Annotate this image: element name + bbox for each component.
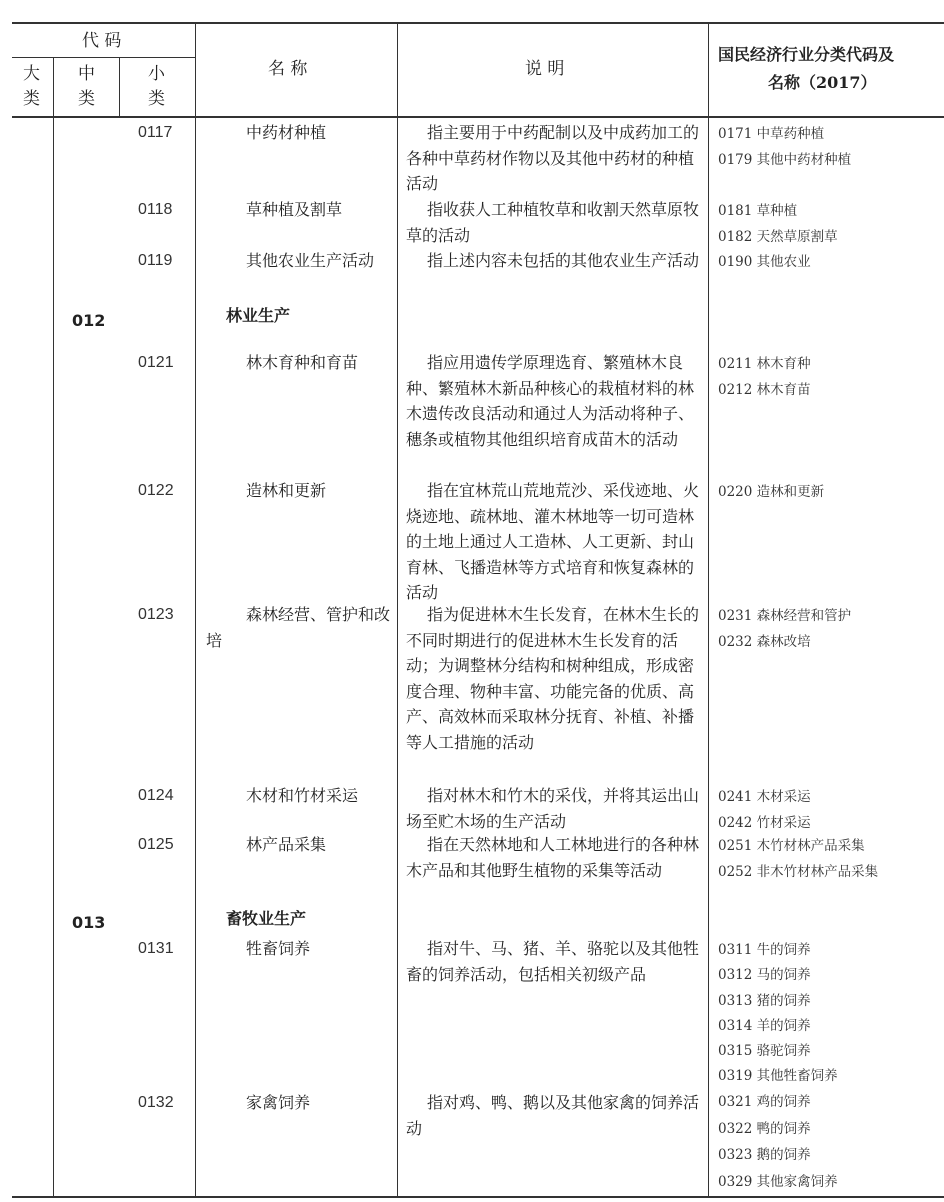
class-description: 指收获人工种植牧草和收割天然草原牧草的活动 <box>406 200 700 245</box>
header-minor: 小类 <box>148 64 165 109</box>
gb-mapping-item: 0311 牛的饲养 <box>718 942 811 958</box>
gb-mapping <box>718 785 938 837</box>
gb-mapping-item: 0251 木竹材林产品采集 <box>718 838 865 854</box>
gb-mapping-item: 0319 其他牲畜饲养 <box>718 1068 838 1085</box>
gb-mapping-item: 0314 羊的饲养 <box>718 1017 811 1034</box>
gb-mapping-item: 0190 其他农业 <box>718 254 811 270</box>
gb-mapping-item: 0329 其他家禽饲养 <box>718 1173 838 1190</box>
header-gb-title-line2: 名称（2017） <box>768 73 877 92</box>
class-name: 草种植及割草 <box>246 200 343 219</box>
gb-mapping-item: 0220 造林和更新 <box>718 484 825 500</box>
gb-mapping <box>718 480 938 506</box>
minor-code: 0122 <box>138 482 174 499</box>
gb-mapping-item: 0212 林木育苗 <box>718 382 811 398</box>
class-description: 指对鸡、鸭、鹅以及其他家禽的饲养活动 <box>406 1093 700 1138</box>
header-name: 名 称 <box>268 59 308 79</box>
header-bottom-rule <box>12 116 944 118</box>
minor-code: 0131 <box>138 940 174 957</box>
gb-mapping <box>718 122 938 174</box>
class-description: 指在宜林荒山荒地荒沙、采伐迹地、火烧迹地、疏林地、灌木林地等一切可造林的土地上通过人工造林、人工更新、封山育林、飞播造林等方式培育和恢复森林的活动 <box>406 481 700 602</box>
col-divider-desc <box>708 22 709 1197</box>
minor-code: 0118 <box>138 201 173 218</box>
gb-mapping-item: 0312 马的饲养 <box>718 967 811 984</box>
header-gb-title-line1: 国民经济行业分类代码及 <box>718 45 895 64</box>
gb-mapping <box>718 250 938 276</box>
class-name: 造林和更新 <box>246 481 327 500</box>
gb-mapping-item: 0181 草种植 <box>718 203 798 219</box>
gb-mapping-item: 0252 非木竹材林产品采集 <box>718 864 879 880</box>
gb-mapping <box>718 199 938 251</box>
class-name: 林产品采集 <box>246 835 327 854</box>
col-divider-name <box>397 22 398 1197</box>
class-description: 指应用遗传学原理选育、繁殖林木良种、繁殖林木新品种核心的栽植材料的林木遗传改良活动和通过人为活动将种子、穗条或植物其他组织培育成苗木的活动 <box>406 353 695 449</box>
class-name: 木材和竹材采运 <box>246 786 359 805</box>
class-name: 牲畜饲养 <box>246 939 311 958</box>
gb-mapping <box>718 938 938 1090</box>
class-description: 指主要用于中药配制以及中成药加工的各种中草药材作物以及其他中药材的种植活动 <box>406 123 700 193</box>
col-divider-minor <box>195 22 196 1197</box>
gb-mapping <box>718 1090 938 1196</box>
minor-code: 0125 <box>138 836 174 853</box>
header-middle: 中类 <box>78 64 95 109</box>
gb-mapping-item: 0182 天然草原割草 <box>718 229 838 245</box>
gb-mapping <box>718 834 938 886</box>
table-top-rule <box>12 22 944 24</box>
minor-code: 0121 <box>138 354 174 371</box>
gb-mapping-item: 0313 猪的饲养 <box>718 992 811 1009</box>
class-description: 指上述内容未包括的其他农业生产活动 <box>427 251 700 270</box>
header-inner-rule <box>12 57 196 58</box>
class-name: 中药材种植 <box>246 123 327 142</box>
gb-mapping <box>718 352 938 404</box>
gb-mapping-item: 0322 鸭的饲养 <box>718 1120 811 1137</box>
class-description: 指为促进林木生长发育，在林木生长的不同时期进行的促进林木生长发育的活动；为调整林分结构和树种组成，形成密度合理、物种丰富、功能完备的优质、高产、高效林而采取林分抚育、补植、补播等人工措施的活动 <box>406 605 700 752</box>
col-divider-middle <box>119 57 120 117</box>
header-code-group: 代 码 <box>82 31 122 51</box>
class-name: 家禽饲养 <box>246 1093 311 1112</box>
header-description: 说 明 <box>525 59 565 79</box>
minor-code: 0123 <box>138 606 174 623</box>
class-name: 林木育种和育苗 <box>246 353 359 372</box>
gb-mapping-item: 0211 林木育种 <box>718 356 811 372</box>
group-name: 林业生产 <box>226 306 291 325</box>
table-bottom-rule <box>12 1196 944 1198</box>
header-major: 大类 <box>23 64 40 109</box>
gb-mapping-item: 0315 骆驼饲养 <box>718 1043 811 1060</box>
gb-mapping-item: 0171 中草药种植 <box>718 126 825 142</box>
minor-code: 0124 <box>138 787 174 804</box>
minor-code: 0132 <box>138 1094 174 1111</box>
class-description: 指对林木和竹木的采伐，并将其运出山场至贮木场的生产活动 <box>406 786 700 831</box>
class-description: 指对牛、马、猪、羊、骆驼以及其他牲畜的饲养活动，包括相关初级产品 <box>406 939 700 984</box>
class-description: 指在天然林地和人工林地进行的各种林木产品和其他野生植物的采集等活动 <box>406 835 700 880</box>
middle-code: 013 <box>72 913 106 932</box>
middle-code: 012 <box>72 311 106 330</box>
gb-mapping-item: 0231 森林经营和管护 <box>718 608 852 624</box>
gb-mapping <box>718 604 938 656</box>
gb-mapping-item: 0242 竹材采运 <box>718 815 811 831</box>
class-name: 森林经营、管护和改培 <box>206 605 391 650</box>
gb-mapping-item: 0232 森林改培 <box>718 634 811 650</box>
group-name: 畜牧业生产 <box>226 909 307 928</box>
gb-mapping-item: 0323 鹅的饲养 <box>718 1147 811 1163</box>
col-divider-major <box>53 57 54 1197</box>
gb-mapping-item: 0241 木材采运 <box>718 789 811 805</box>
class-name: 其他农业生产活动 <box>246 251 375 270</box>
minor-code: 0119 <box>138 252 173 269</box>
gb-mapping-item: 0321 鸡的饲养 <box>718 1094 811 1110</box>
gb-mapping-item: 0179 其他中药材种植 <box>718 152 852 168</box>
minor-code: 0117 <box>138 124 173 141</box>
